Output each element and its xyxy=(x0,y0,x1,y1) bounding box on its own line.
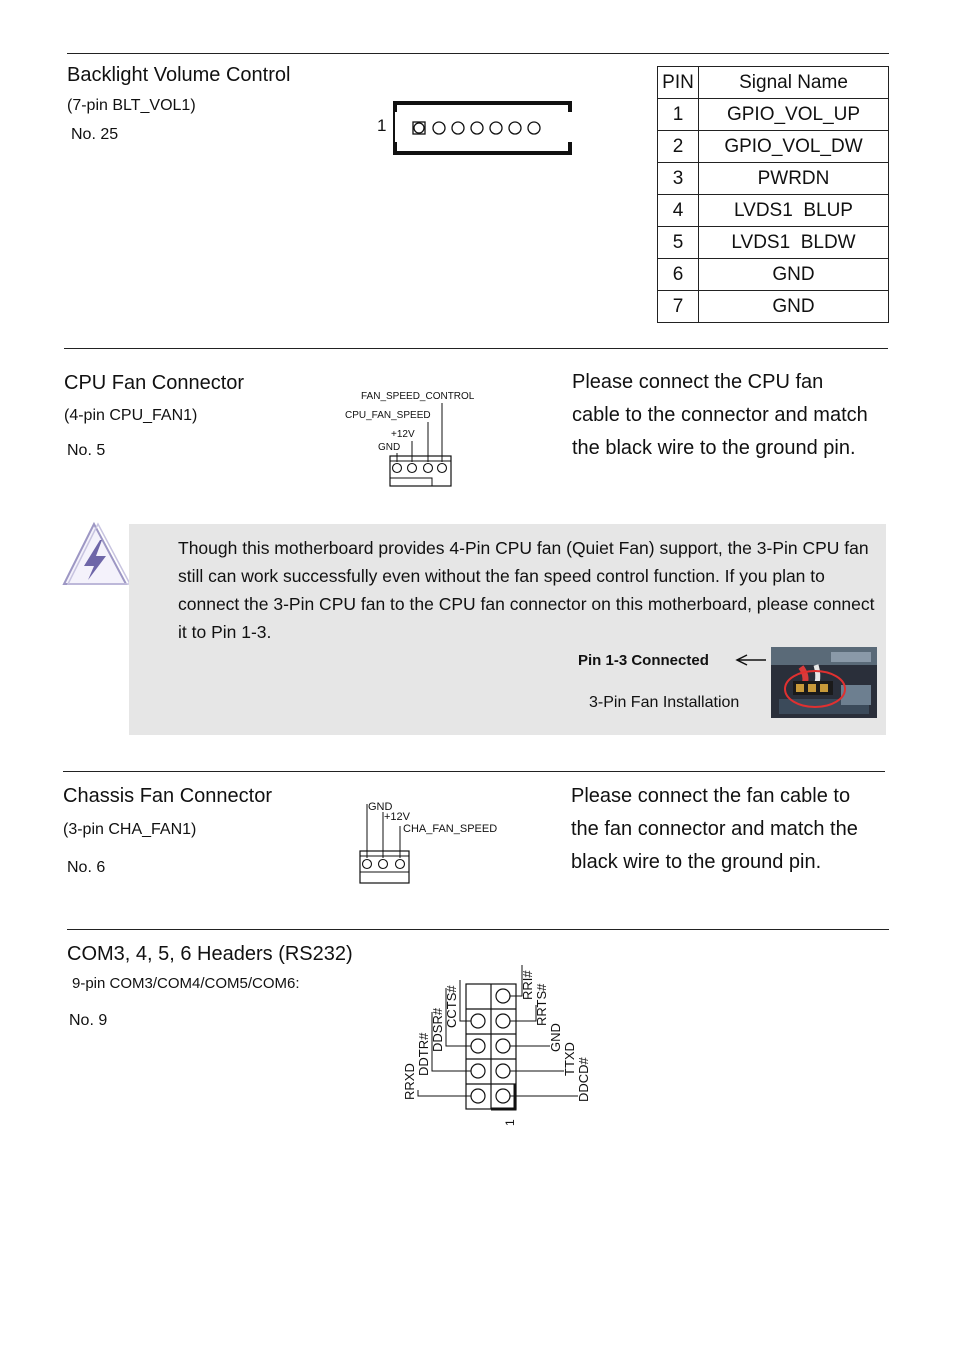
cpu-fan-title: CPU Fan Connector xyxy=(64,372,245,394)
pin-cell: 6 xyxy=(658,259,699,291)
section-divider xyxy=(63,771,885,772)
com-header-pin-diagram xyxy=(390,960,610,1135)
pin-connected-label: Pin 1-3 Connected xyxy=(578,652,709,669)
cpu-fan-description: Please connect the CPU fan cable to the connector and match the black wire to the ground pin. xyxy=(572,371,868,459)
fan-installation-photo xyxy=(771,647,877,718)
table-row xyxy=(658,259,889,291)
com-headers-title: COM3, 4, 5, 6 Headers (RS232) xyxy=(67,943,353,965)
backlight-pin-table xyxy=(657,66,889,323)
signal-cell: GND xyxy=(699,259,889,291)
com-headers-number: No. 9 xyxy=(69,1012,108,1029)
com-pin-label: RRI# xyxy=(520,970,535,1000)
com-pin1-label: 1 xyxy=(503,1119,517,1126)
table-row xyxy=(658,227,889,259)
com-pin-label: RRXD xyxy=(402,1063,417,1100)
backlight-pin1-label: 1 xyxy=(377,116,387,135)
diagram-label: CPU_FAN_SPEED xyxy=(345,410,431,421)
com-pin-label: DDCD# xyxy=(576,1057,591,1102)
table-row xyxy=(658,99,889,131)
diagram-label: +12V xyxy=(384,811,410,823)
table-header-pin: PIN xyxy=(658,67,699,99)
chassis-fan-title: Chassis Fan Connector xyxy=(63,785,272,807)
com-pin-label: GND xyxy=(548,1023,563,1052)
arrow-left-icon xyxy=(734,652,768,668)
pin-cell: 7 xyxy=(658,291,699,323)
cpu-fan-connector-diagram xyxy=(340,384,500,494)
chassis-fan-description: Please connect the fan cable to the fan connector and match the black wire to the ground pin. xyxy=(571,785,858,873)
pin-cell: 4 xyxy=(658,195,699,227)
table-row xyxy=(658,163,889,195)
cpu-fan-subtitle: (4-pin CPU_FAN1) xyxy=(64,407,198,424)
diagram-label: GND xyxy=(378,442,401,453)
com-pin-label: TTXD xyxy=(562,1042,577,1076)
table-row xyxy=(658,291,889,323)
cpu-fan-number: No. 5 xyxy=(67,442,106,459)
chassis-fan-number: No. 6 xyxy=(67,859,106,876)
diagram-label: FAN_SPEED_CONTROL xyxy=(361,391,475,402)
backlight-subtitle: (7-pin BLT_VOL1) xyxy=(67,97,196,114)
chassis-fan-connector-diagram xyxy=(352,798,512,890)
com-pin-label: DDTR# xyxy=(416,1032,431,1076)
com-pin-label: CCTS# xyxy=(444,985,459,1028)
pin-cell: 3 xyxy=(658,163,699,195)
signal-cell: LVDS1 BLUP xyxy=(699,195,889,227)
chassis-fan-subtitle: (3-pin CHA_FAN1) xyxy=(63,821,197,838)
table-row xyxy=(658,195,889,227)
signal-cell: LVDS1 BLDW xyxy=(699,227,889,259)
section-divider xyxy=(64,348,888,349)
table-row xyxy=(658,131,889,163)
section-divider xyxy=(67,53,889,54)
diagram-label: CHA_FAN_SPEED xyxy=(403,823,498,835)
backlight-connector-diagram xyxy=(392,100,574,158)
pin-cell: 2 xyxy=(658,131,699,163)
backlight-number: No. 25 xyxy=(71,126,119,143)
section-divider xyxy=(67,929,889,930)
table-header-signal: Signal Name xyxy=(699,67,889,99)
signal-cell: PWRDN xyxy=(699,163,889,195)
backlight-title: Backlight Volume Control xyxy=(67,64,291,86)
pin-cell: 1 xyxy=(658,99,699,131)
warning-note-text: Though this motherboard provides 4-Pin CPU fan (Quiet Fan) support, the 3-Pin CPU fan still can work successfully even without the fan speed control function. If you plan to connect the 3-Pin CPU fan to the CPU fan connector on this motherboard, please connect it to Pin 1-3. xyxy=(178,538,875,642)
pin-cell: 5 xyxy=(658,227,699,259)
table-header-row xyxy=(658,67,889,99)
com-pin-label: RRTS# xyxy=(534,983,549,1026)
com-headers-subtitle: 9-pin COM3/COM4/COM5/COM6: xyxy=(72,975,300,992)
diagram-label: GND xyxy=(368,801,393,813)
signal-cell: GPIO_VOL_UP xyxy=(699,99,889,131)
diagram-label: +12V xyxy=(391,429,415,440)
signal-cell: GPIO_VOL_DW xyxy=(699,131,889,163)
warning-icon xyxy=(60,520,132,590)
com-pin-label: DDSR# xyxy=(430,1007,445,1052)
fan-installation-label: 3-Pin Fan Installation xyxy=(589,694,740,711)
signal-cell: GND xyxy=(699,291,889,323)
